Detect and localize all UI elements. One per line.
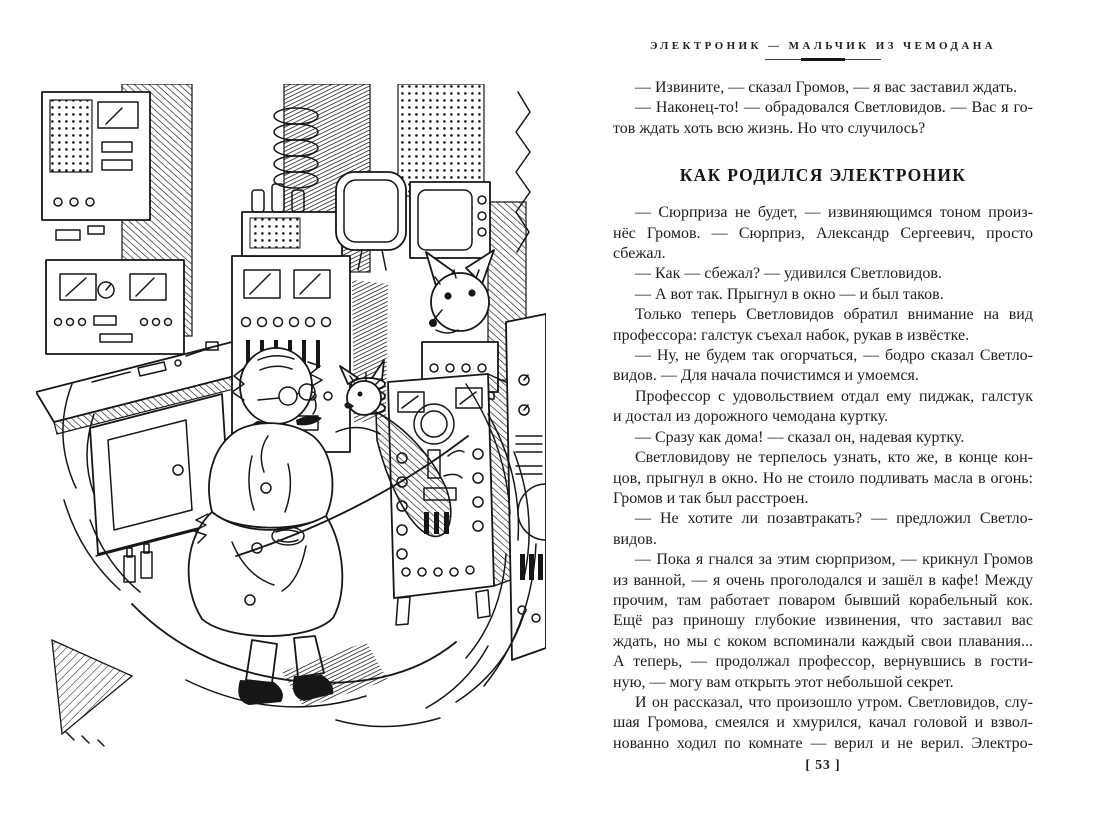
book-illustration [36,84,546,748]
equipment-cabinet-far-right [506,314,546,660]
paragraph [613,264,1033,284]
text-line: из ванной, — я очень проголодался и зашёл в кафе! Между [613,571,1033,589]
paragraph [613,387,1033,428]
text-line: Громов и так был расстроен. [613,489,809,507]
text-line: цов, прыгнул в окно. Но не стоило подливать масла в огонь: [613,469,1033,487]
page-number: [ 53 ] [805,757,841,772]
text-line: И он рассказал, что произошло утром. Светловидов, слу- [635,693,1033,711]
text-line: Ещё раз приношу глубокие извинения, что заставил вас [613,612,1033,630]
text-line: — Как — сбежал? — удивился Светловидов. [635,265,942,283]
text-line: нованно ходил по комнате — верил и не верил. Электро- [613,734,1033,752]
paragraph [613,428,1033,448]
paragraph [613,203,1033,264]
text-line: тов ждать хоть всю жизнь. Но что случилось? [613,119,926,137]
chapter-heading: КАК РОДИЛСЯ ЭЛЕКТРОНИК [679,165,967,186]
text-line: видов. [613,530,657,548]
text-line: ную, — могу вам открыть этот небольшой секрет. [613,673,954,691]
paragraph [613,509,1033,550]
text-line: нёс Громов. — Сюрприз, Александр Сергеевич, просто [613,224,1033,242]
text-line: и достал из дорожного чемодана куртку. [613,408,889,426]
text-line: Только теперь Светловидов обратил внимание на вид [635,306,1033,324]
text-line: видов. — Для начала почистимся и умоемся. [613,367,919,385]
text-line: Профессор с удовольствием отдал ему пиджак, галстук [635,387,1033,405]
paragraph [613,448,1033,509]
text-line: сбежал. [613,245,666,263]
text-column [613,78,1033,754]
text-line: — Извините, — сказал Громов, — я вас заставил ждать. [635,79,1018,96]
paragraph [613,346,1033,387]
text-line: — Не хотите ли позавтракать? — предложил Светло- [635,510,1033,528]
running-head-rule [765,58,881,61]
text-line: — Наконец-то! — обрадовался Светловидов. — Вас я го- [635,99,1033,117]
text-line: прочим, там работает поваром бывший корабельный кок. [613,591,1033,609]
text-page [613,40,1033,754]
illustration-svg [36,84,546,748]
text-line: — А вот так. Прыгнул в окно — и был таков. [635,285,944,303]
text-line: — Сразу как дома! — сказал он, надевая куртку. [635,428,965,446]
text-line: Светловидову не терпелось узнать, кто же, в конце кон- [635,449,1033,467]
crt-monitor [410,182,490,258]
text-line: А теперь, — продолжал профессор, вернувшись в гости- [613,653,1033,671]
text-line: профессора: галстук съехал набок, рукав в извёстке. [613,326,970,344]
paragraph [613,285,1033,305]
text-line: — Сюрприза не будет, — извиняющимся тоном произ- [635,204,1033,222]
meter-box-left [46,260,184,354]
instrument-panel-top-left [42,92,150,240]
paragraph [613,305,1033,346]
paragraph [613,693,1033,754]
text-line: ждать, но мы с коком вспоминали каждый свои плавания... [613,632,1033,650]
paragraph [613,78,1033,98]
text-line: шая Громова, смеялся и хмурился, качал головой и взвол- [613,714,1033,732]
running-head: ЭЛЕКТРОНИК — МАЛЬЧИК ИЗ ЧЕМОДАНА [649,40,997,52]
paragraph [613,550,1033,693]
paragraph [613,98,1033,139]
text-line: — Ну, не будем так огорчаться, — бодро сказал Светло- [635,347,1033,365]
text-line: — Пока я гнался за этим сюрпризом, — крикнул Громов [635,551,1033,569]
hatched-corner [52,640,132,746]
